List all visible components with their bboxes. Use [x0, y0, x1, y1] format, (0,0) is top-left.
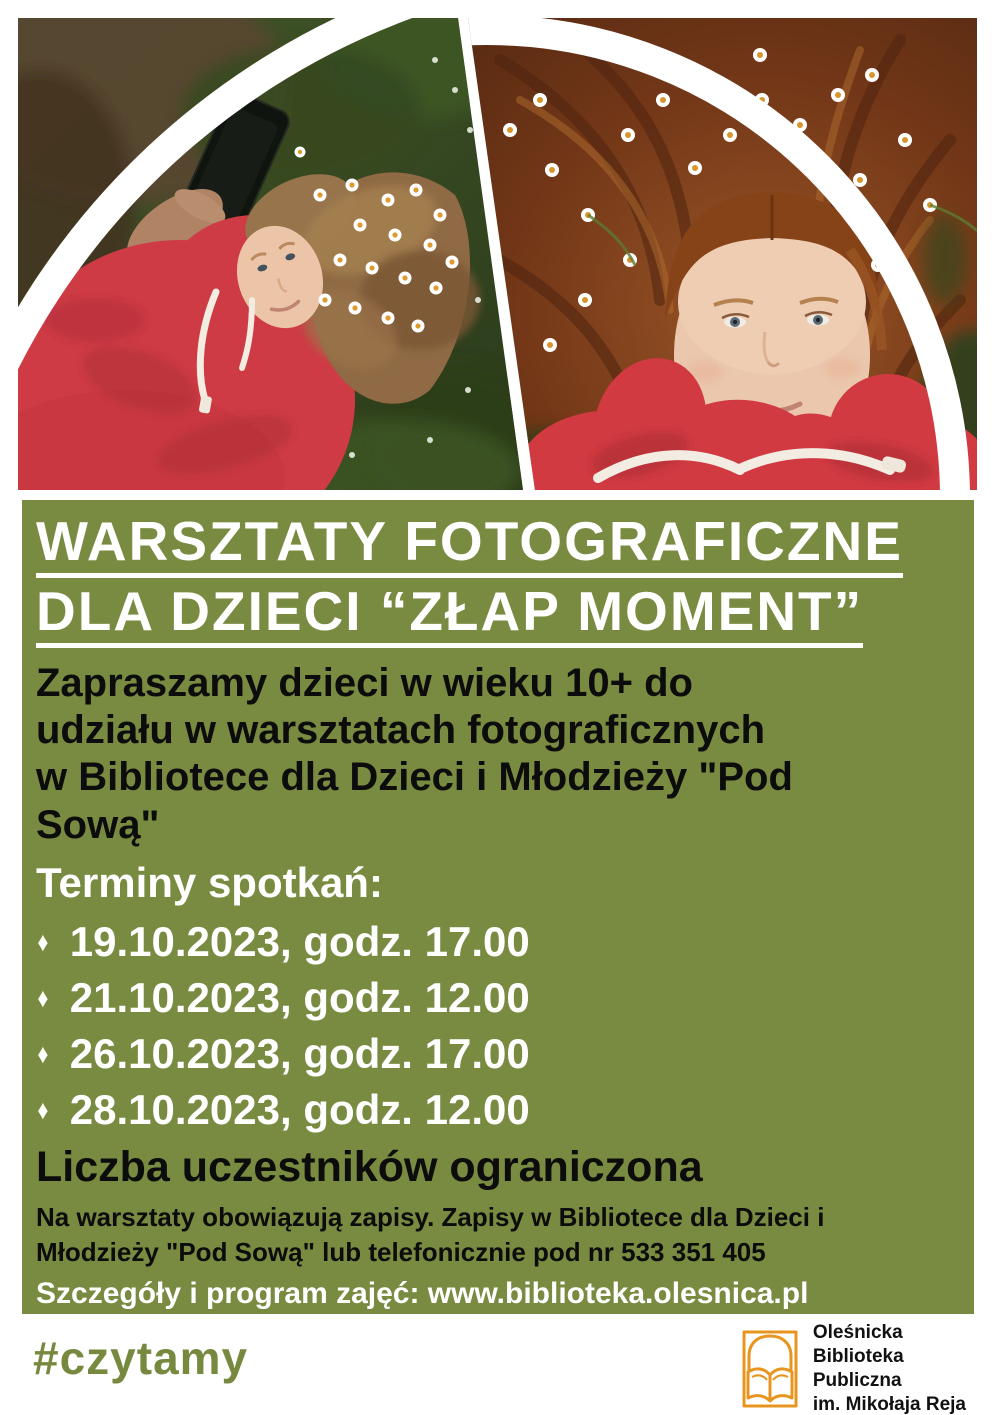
- signup-line: Na warsztaty obowiązują zapisy. Zapisy w Bibliotece dla Dzieci i: [36, 1202, 825, 1233]
- title-line-2: DLA DZIECI “ZŁAP MOMENT”: [36, 584, 863, 648]
- title-line-1: WARSZTATY FOTOGRAFICZNE: [36, 514, 903, 578]
- photo-collage: [0, 0, 1000, 500]
- schedule-item: [36, 918, 960, 966]
- library-name-line: Publiczna: [812, 1370, 902, 1391]
- library-name-line: Oleśnicka: [812, 1322, 903, 1343]
- library-book-arch-icon: [742, 1330, 798, 1408]
- diamond-bullet-icon: ♦: [37, 1094, 49, 1125]
- schedule-item-text: 21.10.2023, godz. 12.00: [69, 974, 530, 1022]
- library-name: [813, 1321, 966, 1415]
- intro-line: Zapraszamy dzieci w wieku 10+ do: [36, 661, 693, 705]
- poster-title: [36, 510, 960, 648]
- library-logo: [742, 1321, 966, 1415]
- signup-line: Młodzieży "Pod Sową" lub telefonicznie pod nr 533 351 405: [36, 1236, 766, 1267]
- schedule-item-text: 26.10.2023, godz. 17.00: [69, 1030, 530, 1078]
- intro-line: w Bibliotece dla Dzieci i Młodzieży "Pod: [36, 755, 793, 800]
- schedule-item: [36, 974, 960, 1022]
- intro-line: udziału w warsztatach fotograficznych: [36, 708, 766, 753]
- details-website-line: Szczegóły i program zajęć: www.biblioteka.olesnica.pl: [36, 1276, 809, 1310]
- schedule-item-text: 28.10.2023, godz. 12.00: [69, 1086, 530, 1134]
- diamond-bullet-icon: ♦: [37, 982, 49, 1013]
- library-name-line: im. Mikołaja Reja: [812, 1394, 966, 1415]
- diamond-bullet-icon: ♦: [37, 926, 49, 957]
- diamond-bullet-icon: ♦: [37, 1038, 49, 1069]
- participants-limit-note: Liczba uczestników ograniczona: [36, 1143, 703, 1192]
- schedule-item: [36, 1086, 960, 1134]
- schedule-item: [36, 1030, 960, 1078]
- signup-info: [36, 1200, 960, 1269]
- schedule-item-text: 19.10.2023, godz. 17.00: [69, 918, 530, 966]
- intro-line: Sową": [36, 802, 160, 847]
- schedule-heading: Terminy spotkań:: [36, 858, 383, 906]
- library-name-line: Biblioteka: [812, 1346, 904, 1367]
- content-panel: [22, 500, 974, 1314]
- hashtag-czytamy: #czytamy: [33, 1332, 249, 1384]
- intro-paragraph: [36, 660, 960, 849]
